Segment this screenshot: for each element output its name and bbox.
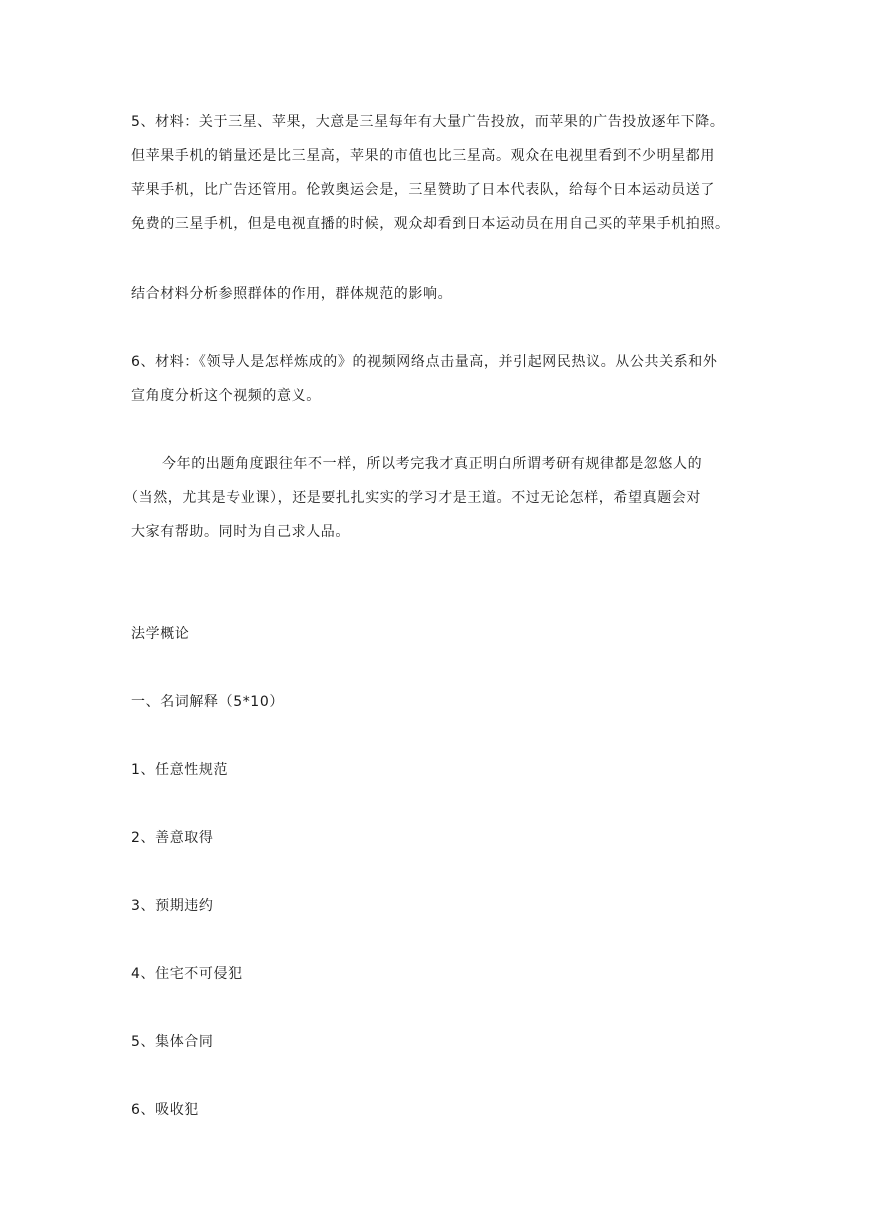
q5-line-3: 苹果手机，比广告还管用。伦敦奥运会是，三星赞助了日本代表队，给每个日本运动员送了 [131, 182, 715, 198]
note-line-1: 今年的出题角度跟往年不一样，所以考完我才真正明白所谓考研有规律都是忽悠人的 [162, 456, 703, 472]
term-item: 6、吸收犯 [131, 1102, 199, 1118]
q5-line-1: 5、材料：关于三星、苹果，大意是三星每年有大量广告投放，而苹果的广告投放逐年下降。 [131, 114, 725, 130]
term-item: 2、善意取得 [131, 830, 214, 846]
q5-question: 结合材料分析参照群体的作用，群体规范的影响。 [131, 286, 453, 302]
q6-line-1: 6、材料：《领导人是怎样炼成的》的视频网络点击量高，并引起网民热议。从公共关系和外 [131, 354, 718, 370]
term-item: 1、任意性规范 [131, 762, 229, 778]
q6-line-2: 宣角度分析这个视频的意义。 [131, 388, 321, 404]
note-line-3: 大家有帮助。同时为自己求人品。 [131, 524, 350, 540]
note-line-2: （当然，尤其是专业课），还是要扎扎实实的学习才是王道。不过无论怎样，希望真题会对 [124, 490, 701, 506]
term-item: 3、预期违约 [131, 898, 214, 914]
term-item: 5、集体合同 [131, 1034, 214, 1050]
section-title: 法学概论 [131, 626, 190, 642]
part-one-title: 一、名词解释（5*10） [131, 694, 284, 710]
q5-line-4: 免费的三星手机，但是电视直播的时候，观众却看到日本运动员在用自己买的苹果手机拍照。 [131, 216, 730, 232]
q5-line-2: 但苹果手机的销量还是比三星高，苹果的市值也比三星高。观众在电视里看到不少明星都用 [131, 148, 715, 164]
term-item: 4、住宅不可侵犯 [131, 966, 243, 982]
